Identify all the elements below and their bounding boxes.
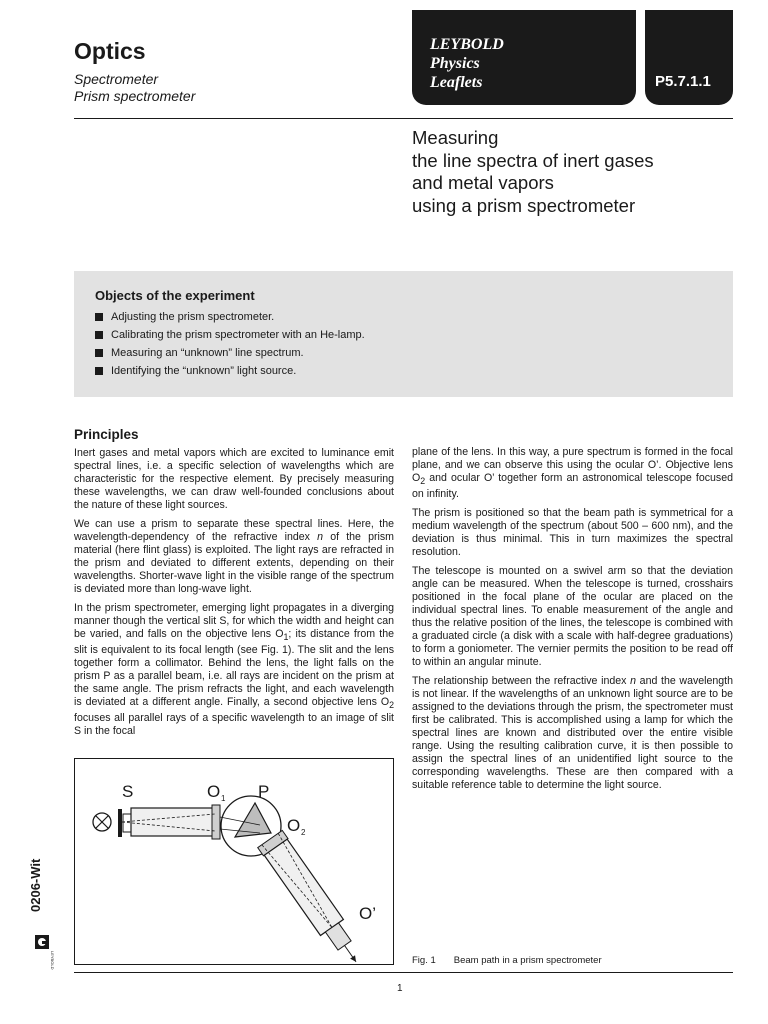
subscript: 2 <box>420 476 426 487</box>
figure-beam-path <box>74 758 394 965</box>
logo-text: LEYBOLD <box>50 951 55 970</box>
arrow-icon <box>350 955 358 963</box>
list-item <box>95 344 365 362</box>
leybold-brand-box <box>412 10 636 105</box>
symbol-n: n <box>317 531 324 543</box>
objects-box <box>74 271 733 397</box>
subscript: 1 <box>283 632 289 643</box>
text: In the prism spectrometer, emerging light propagates in a diverging manner though the vertical slit S, for which the width and height can be varied, and falls on the objective lens O <box>74 602 394 640</box>
list-item <box>95 362 365 380</box>
text: and the wavelength is not linear. If the wavelengths of an unknown light source are to be assigned to the deviations through the prism, the spectrometer must first be calibrated. This is accomplished using a lamp for which the spectral lines are known and distributed over the entire visible range. Using the resulting calibration curve, it is then possible to assign the spectral lines of an unidentified light source to the corresponding wavelengths. These are then compared with a suitable reference table to determine the light source. <box>412 675 734 792</box>
objects-list <box>95 308 365 380</box>
leybold-logo-icon <box>35 935 55 970</box>
page-number: 1 <box>397 983 403 994</box>
header-divider <box>74 118 733 119</box>
list-item <box>95 326 365 344</box>
figure-number: Fig. 1 <box>412 955 436 966</box>
text: of the prism material (here flint glass) is exploited. The light rays are refracted in the prism and deviated to different extents, depending on their wavelengths. Shorter-wave light in the visible range of the spectrum is deviated more than long-wave light. <box>74 531 394 595</box>
list-item-text: Adjusting the prism spectrometer. <box>111 311 275 323</box>
subtitle-line-2: Prism spectrometer <box>74 88 196 104</box>
paragraph <box>412 675 733 792</box>
paragraph <box>412 446 733 501</box>
principles-heading: Principles <box>74 427 139 442</box>
text: We can use a prism to separate these spectral lines. Here, the wavelength-dependency of the refractive index <box>74 518 394 543</box>
principles-left-column <box>74 447 394 744</box>
leaflet-code: P5.7.1.1 <box>655 73 711 90</box>
text: The relationship between the refractive index <box>412 675 631 688</box>
list-item-text: Calibrating the prism spectrometer with an He-lamp. <box>111 329 365 341</box>
title-line-2: the line spectra of inert gases <box>412 149 654 171</box>
bullet-square-icon <box>95 331 103 339</box>
side-code: 0206-Wit <box>28 858 43 912</box>
list-item-text: Measuring an “unknown” line spectrum. <box>111 347 304 359</box>
principles-right-column <box>412 446 733 798</box>
brand-line-2: Physics <box>430 55 480 72</box>
text: plane of the lens. In this way, a pure spectrum is formed in the focal plane, and we can observe this using the ocular O’. Objective lens O <box>412 446 733 484</box>
text: ; its distance from the slit is equivalent to its focal length (see Fig. 1). The slit and the lens together form a collimator. Behind the lens, the light falls on the prism P as a parallel beam, i.e. all rays are incident on the prism at the same angle. The prism refracts the light, and each wavelength is deviated at a different angle. Finally, a second objective lens O <box>74 628 395 709</box>
slit <box>118 809 122 837</box>
symbol-n: n <box>630 675 637 688</box>
label-ocular: O’ <box>359 904 376 923</box>
label-p: P <box>258 782 270 801</box>
document-title <box>412 127 654 217</box>
paragraph <box>74 518 394 596</box>
label-o1: O <box>207 782 221 801</box>
title-line-4: using a prism spectrometer <box>412 194 636 216</box>
bullet-square-icon <box>95 367 103 375</box>
list-item <box>95 308 365 326</box>
label-o2: O <box>287 816 301 835</box>
figure-caption-text: Beam path in a prism spectrometer <box>453 955 602 966</box>
text: focuses all parallel rays of a specific wavelength to an image of slit S in the focal <box>74 712 394 738</box>
text: and ocular O’ together form an astronomical telescope focused on infinity. <box>412 472 733 501</box>
objects-heading: Objects of the experiment <box>95 288 255 303</box>
bullet-square-icon <box>95 349 103 357</box>
brand-text <box>430 35 504 92</box>
collimator-tube <box>131 808 215 836</box>
subtitle <box>74 71 195 105</box>
figure-caption <box>412 955 602 966</box>
paragraph: Inert gases and metal vapors which are excited to luminance emit spectral lines, i.e. a specific selection of wavelengths which are characteristic for the respective element. By precisely measuring these wavelengths, we can draw well-founded conclusions about the nature of these light sources. <box>74 447 394 511</box>
list-item-text: Identifying the “unknown” light source. <box>111 365 297 377</box>
page-title: Optics <box>74 38 146 64</box>
paragraph: The telescope is mounted on a swivel arm so that the deviation angle can be measured. When the telescope is turned, crosshairs positioned in the focal plane of the ocular are placed on the individual spectral lines. To enable measurement of the angle and thus the relative position of the lines, the telescope is combined with a graduated circle (a disk with a scale with half-degree graduations) to form a goniometer. The vernier permits the position to be read off to within an angular minute. <box>412 565 733 669</box>
subscript: 2 <box>389 700 394 711</box>
title-line-3: and metal vapors <box>412 172 554 193</box>
footer-divider <box>74 972 733 973</box>
telescope <box>258 830 369 970</box>
logo-mark <box>35 935 55 970</box>
paragraph: The prism is positioned so that the beam path is symmetrical for a medium wavelength of the spectrum (about 500 – 600 nm), and the deviation is thus minimal. This in turn maximizes the spectral resolution. <box>412 507 733 559</box>
brand-line-1: LEYBOLD <box>430 36 504 53</box>
title-line-1: Measuring <box>412 127 499 148</box>
leaflet-code-box <box>645 10 733 105</box>
brand-line-3: Leaflets <box>430 74 483 91</box>
paragraph <box>74 602 394 738</box>
prism-spectrometer-diagram <box>75 759 393 964</box>
objective-lens-o1 <box>212 805 220 839</box>
bullet-square-icon <box>95 313 103 321</box>
label-o2-sub: 2 <box>301 828 306 837</box>
label-o1-sub: 1 <box>221 794 226 803</box>
label-s: S <box>122 782 134 801</box>
subtitle-line-1: Spectrometer <box>74 71 159 87</box>
telescope-tube <box>264 839 343 935</box>
